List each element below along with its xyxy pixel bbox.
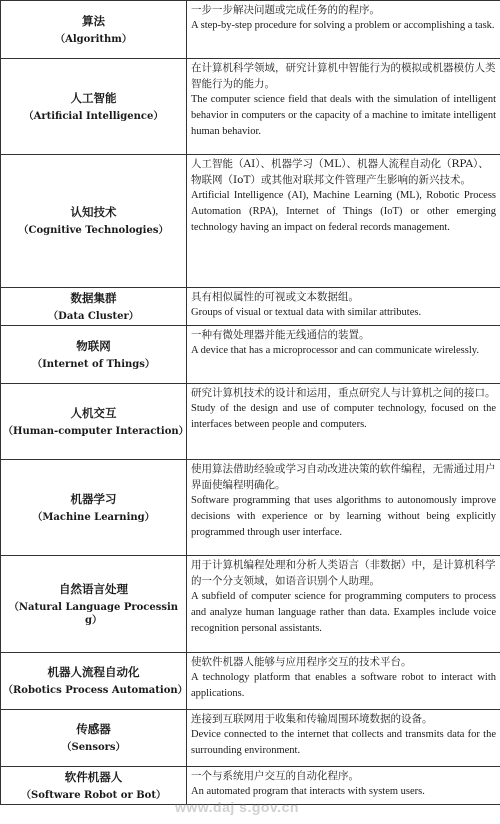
definition-cell [187, 556, 500, 653]
definition-chinese: 一个与系统用户交互的自动化程序。 [191, 770, 359, 782]
term-chinese: 人工智能 [70, 90, 117, 105]
term-english: （Cognitive Technologies） [18, 225, 169, 236]
definition-cell [187, 710, 500, 767]
table-row [1, 556, 500, 653]
definition-chinese: 具有相似属性的可视或文本数据组。 [191, 291, 359, 303]
definition-chinese: 使用算法借助经验或学习自动改进决策的软件编程，无需通过用户界面使编程明确化。 [191, 463, 496, 491]
definition-chinese: 连接到互联网用于收集和传输周围环境数据的设备。 [191, 713, 433, 725]
definition-chinese: 人工智能（AI）、机器学习（ML）、机器人流程自动化（RPA）、物联网（IoT）或其他对联邦文件管理产生影响的新兴技术。 [191, 158, 489, 186]
table-row [1, 653, 500, 710]
term-chinese: 软件机器人 [64, 769, 123, 784]
term-chinese: 算法 [82, 13, 105, 28]
definition-cell [187, 155, 500, 288]
definition-chinese: 使软件机器人能够与应用程序交互的技术平台。 [191, 656, 412, 668]
definition-cell [187, 767, 500, 805]
definition-english: An automated program that interacts with system users. [191, 786, 425, 797]
term-english: （Machine Learning） [32, 511, 155, 523]
table-row [1, 326, 500, 384]
term-chinese: 认知技术 [70, 205, 117, 219]
term-english: （Internet of Things） [32, 358, 155, 370]
term-cell [1, 767, 187, 805]
term-chinese: 传感器 [76, 722, 111, 736]
definition-cell [187, 326, 500, 384]
definition-cell [187, 59, 500, 155]
term-chinese: 机器人流程自动化 [47, 665, 140, 679]
definition-english: Groups of visual or textual data with similar attributes. [191, 307, 422, 318]
watermark: www.daj s.gov.cn [175, 799, 299, 815]
definition-english: Study of the design and use of computer technology, focused on the interfaces between people and computers. [191, 403, 496, 430]
table-row [1, 767, 500, 805]
term-chinese: 自然语言处理 [59, 581, 128, 596]
table-row [1, 59, 500, 155]
term-chinese: 数据集群 [70, 290, 117, 305]
definition-english: A technology platform that enables a software robot to interact with applications. [191, 672, 496, 699]
definition-chinese: 一种有微处理器并能无线通信的装置。 [191, 329, 370, 341]
definition-cell [187, 384, 500, 460]
term-english: （Artificial Intelligence） [23, 110, 164, 122]
definition-english: A step-by-step procedure for solving a problem or accomplishing a task. [191, 20, 495, 31]
table-row [1, 710, 500, 767]
term-english: （Data Cluster） [48, 310, 139, 322]
definition-cell [187, 288, 500, 326]
definition-english: Software programming that uses algorithms to autonomously improve decisions with experience or by learning without being explicitly programmed through user interface. [191, 495, 496, 538]
table-row [1, 288, 500, 326]
term-cell [1, 1, 187, 59]
definition-chinese: 一步一步解决问题或完成任务的的程序。 [191, 4, 380, 16]
definition-chinese: 在计算机科学领域，研究计算机中智能行为的模拟或机器模仿人类智能行为的能力。 [191, 62, 496, 90]
term-cell [1, 326, 187, 384]
definition-english: A subfield of computer science for programming computers to process and analyze human language rather than data. Examples include voice recognition personal assistants. [191, 591, 496, 634]
term-english: （Human-computer Interaction） [3, 425, 189, 437]
term-cell [1, 155, 187, 288]
term-cell [1, 59, 187, 155]
definition-english: Device connected to the internet that collects and transmits data for the surrounding environment. [191, 729, 496, 756]
definition-chinese: 用于计算机编程处理和分析人类语言（非数据）中，是计算机科学的一个分支领域，如语音识别个人助理。 [191, 559, 496, 587]
definition-english: The computer science field that deals with the simulation of intelligent behavior in computers or the capacity of a machine to imitate intelligent human behavior. [191, 94, 496, 137]
term-chinese: 人机交互 [70, 405, 117, 420]
term-chinese: 物联网 [76, 338, 111, 353]
definition-chinese: 研究计算机技术的设计和运用，重点研究人与计算机之间的接口。 [191, 387, 496, 399]
definition-cell [187, 1, 500, 59]
definition-english: Artificial Intelligence (AI), Machine Learning (ML), Robotic Process Automation (RPA), Internet of Things (IoT) or other emerging technology having an impact on federal records management. [191, 190, 496, 233]
term-cell [1, 288, 187, 326]
term-english: （Software Robot or Bot） [21, 789, 166, 801]
term-english: （Algorithm） [55, 33, 132, 45]
term-cell [1, 460, 187, 556]
table-row [1, 384, 500, 460]
definition-cell [187, 460, 500, 556]
glossary-body [1, 1, 500, 805]
term-english: （Sensors） [61, 742, 126, 753]
term-english: （Robotics Process Automation） [3, 685, 188, 696]
definition-english: A device that has a microprocessor and can communicate wirelessly. [191, 345, 479, 356]
term-cell [1, 384, 187, 460]
term-cell [1, 556, 187, 653]
table-row [1, 460, 500, 556]
term-cell [1, 653, 187, 710]
term-cell [1, 710, 187, 767]
term-english: （Natural Language Processing） [8, 601, 179, 626]
term-chinese: 机器学习 [70, 491, 117, 506]
definition-cell [187, 653, 500, 710]
table-row [1, 1, 500, 59]
table-row [1, 155, 500, 288]
